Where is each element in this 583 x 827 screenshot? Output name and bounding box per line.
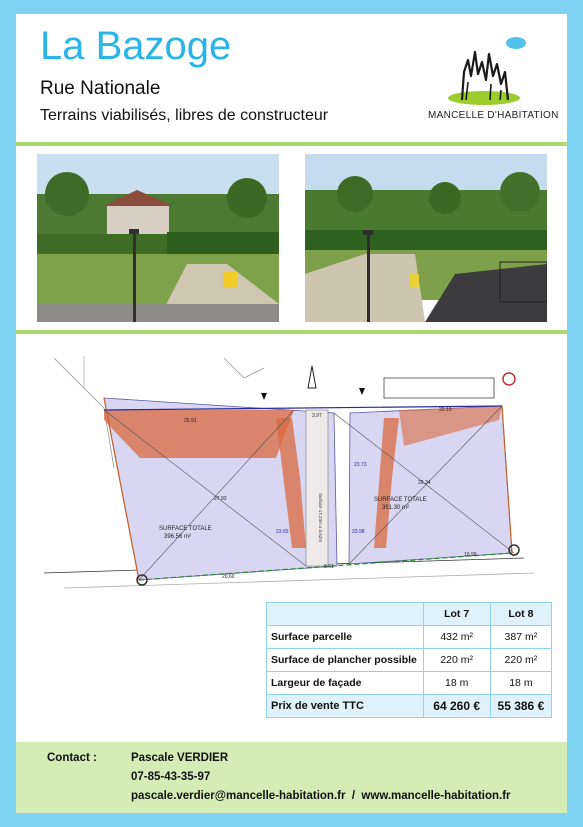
tagline: Terrains viabilisés, libres de constructeur (40, 107, 329, 124)
brochure-sheet (16, 14, 567, 813)
contact-footer (16, 742, 567, 813)
table-row (267, 672, 552, 695)
dim-mid-a1: 23.65 (276, 529, 289, 535)
cell-lot-7: 18 m (423, 672, 490, 695)
lot-a-surface-area: 396.56 m² (164, 534, 192, 540)
price-lot-7: 64 260 € (423, 695, 490, 718)
column-lot-8: Lot 8 (490, 603, 551, 626)
dim-diag-b: 29.34 (418, 480, 431, 486)
lot-b-surface-label: SURFACE TOTALE (374, 497, 427, 503)
contact-label: Contact : (47, 752, 97, 764)
cell-lot-7: 432 m² (423, 626, 490, 649)
page-title: La Bazoge (40, 24, 232, 68)
contact-phone[interactable]: 07-85-43-35-97 (131, 771, 211, 783)
table-header-row (267, 603, 552, 626)
street-name: Rue Nationale (40, 78, 161, 99)
photo-lot-right (305, 154, 547, 322)
table-corner (267, 603, 424, 626)
dim-mid-b2: 23.73 (354, 462, 367, 468)
dim-diag-a: 27.93 (214, 496, 227, 502)
company-logo (428, 32, 558, 132)
price-label: Prix de vente TTC (267, 695, 424, 718)
cell-lot-8: 387 m² (490, 626, 551, 649)
site-plan (44, 348, 540, 598)
separator-middle (16, 330, 567, 334)
contact-email-website[interactable]: pascale.verdier@mancelle-habitation.fr / www.mancelle-habitation.fr (131, 790, 511, 802)
lot-b-surface-area: 351.30 m² (382, 505, 410, 511)
dim-bottom-mid: 8.61 (324, 564, 334, 570)
logo-mark-icon (428, 32, 558, 108)
logo-text: MANCELLE D'HABITATION (428, 110, 559, 121)
dim-bottom-a: 20.60 (222, 574, 235, 580)
header (16, 14, 567, 142)
row-label: Largeur de façade (267, 672, 424, 695)
column-lot-7: Lot 7 (423, 603, 490, 626)
table-row (267, 626, 552, 649)
contact-name: Pascale VERDIER (131, 752, 229, 764)
lot-a-surface-label: SURFACE TOTALE (159, 526, 212, 532)
cell-lot-8: 18 m (490, 672, 551, 695)
dim-mid-b1: 23.98 (352, 529, 365, 535)
cell-lot-8: 220 m² (490, 649, 551, 672)
road-label: Surface 17.24m x 3.62m (318, 493, 323, 543)
separator-top (16, 142, 567, 146)
price-row (267, 695, 552, 718)
cell-lot-7: 220 m² (423, 649, 490, 672)
photo-lot-left (37, 154, 279, 322)
dim-top-a: 25.91 (184, 418, 197, 424)
dim-top-b: 22.19 (439, 407, 452, 413)
row-label: Surface parcelle (267, 626, 424, 649)
price-lot-8: 55 386 € (490, 695, 551, 718)
dim-bottom-b: 10.99 (464, 552, 477, 558)
lots-table (266, 602, 552, 718)
table-row (267, 649, 552, 672)
row-label: Surface de plancher possible (267, 649, 424, 672)
dim-top-mid: 3.97 (312, 413, 322, 419)
